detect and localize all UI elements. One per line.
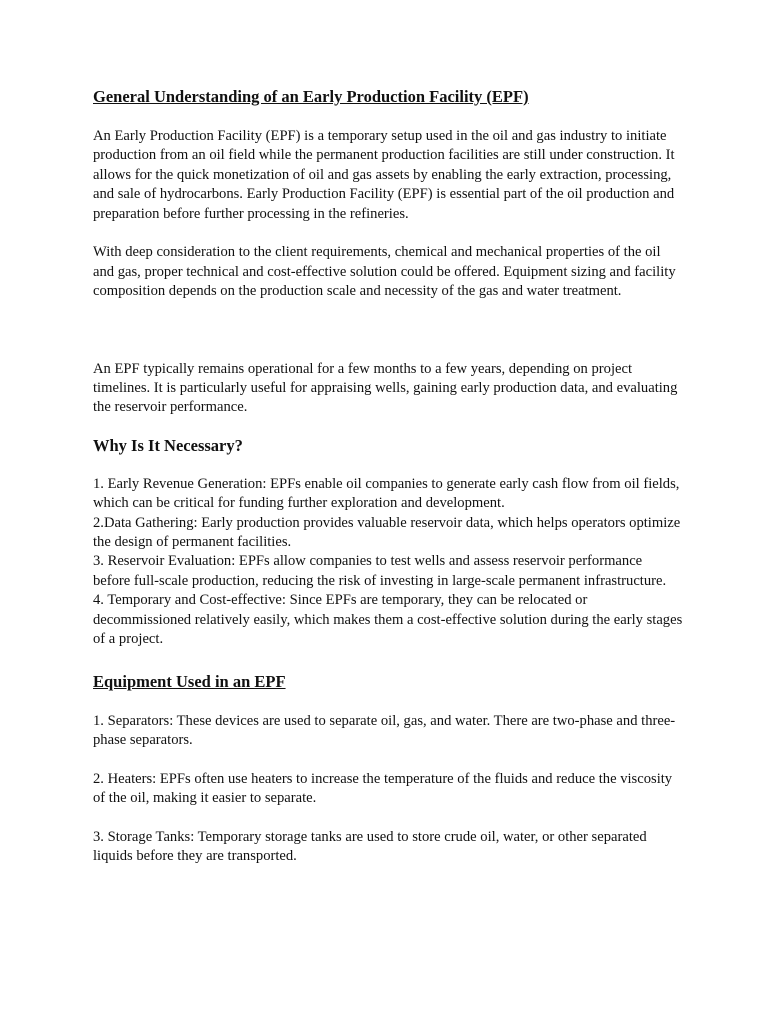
spacer	[93, 302, 683, 360]
why-item-1: 1. Early Revenue Generation: EPFs enable oil companies to generate early cash flow from oil fields, which can be critical for funding further exploration and development.	[93, 475, 680, 512]
why-item-2: 2.Data Gathering: Early production provides valuable reservoir data, which helps operators optimize the design of permanent facilities.	[93, 514, 681, 551]
spacer	[93, 418, 683, 435]
spacer	[93, 224, 683, 243]
spacer	[93, 809, 683, 828]
intro-paragraph-3: An EPF typically remains operational for a few months to a few years, depending on project timelines. It is particularly useful for appraising wells, gaining early production data, and evaluating the reservoir performance.	[93, 360, 678, 416]
intro-paragraph-2: With deep consideration to the client requirements, chemical and mechanical properties of the oil and gas, proper technical and cost-effective solution could be offered. Equipment sizing and facility composition depends on the production scale and necessity of the gas and water treatment.	[93, 244, 676, 300]
equipment-item-3: 3. Storage Tanks: Temporary storage tanks are used to store crude oil, water, or other separated liquids before they are transported.	[93, 828, 647, 865]
equipment-heading: Equipment Used in an EPF	[93, 671, 286, 691]
spacer	[93, 108, 683, 127]
document-title: General Understanding of an Early Production Facility (EPF)	[93, 87, 529, 106]
document-page	[93, 86, 683, 867]
spacer	[93, 650, 683, 671]
why-item-3: 3. Reservoir Evaluation: EPFs allow companies to test wells and assess reservoir performance before full-scale production, reducing the risk of investing in large-scale permanent infrastructure.	[93, 553, 667, 589]
why-item-4: 4. Temporary and Cost-effective: Since EPFs are temporary, they can be relocated or decommissioned relatively easily, which makes them a cost-effective solution during the early stages of a project.	[93, 592, 683, 648]
intro-paragraph-1: An Early Production Facility (EPF) is a temporary setup used in the oil and gas industry to initiate production from an oil field while the permanent production facilities are still under construction. It allows for the quick monetization of oil and gas assets by enabling the early extraction, processing, and sale of hydrocarbons. Early Production Facility (EPF) is essential part of the oil production and preparation before further processing in the refineries.	[93, 128, 675, 222]
equipment-item-1: 1. Separators: These devices are used to separate oil, gas, and water. There are two-phase and three-phase separators.	[93, 712, 676, 748]
spacer	[93, 750, 683, 769]
equipment-item-2: 2. Heaters: EPFs often use heaters to increase the temperature of the fluids and reduce the viscosity of the oil, making it easier to separate.	[93, 770, 673, 807]
spacer	[93, 457, 683, 475]
why-heading: Why Is It Necessary?	[93, 435, 243, 455]
spacer	[93, 693, 683, 712]
